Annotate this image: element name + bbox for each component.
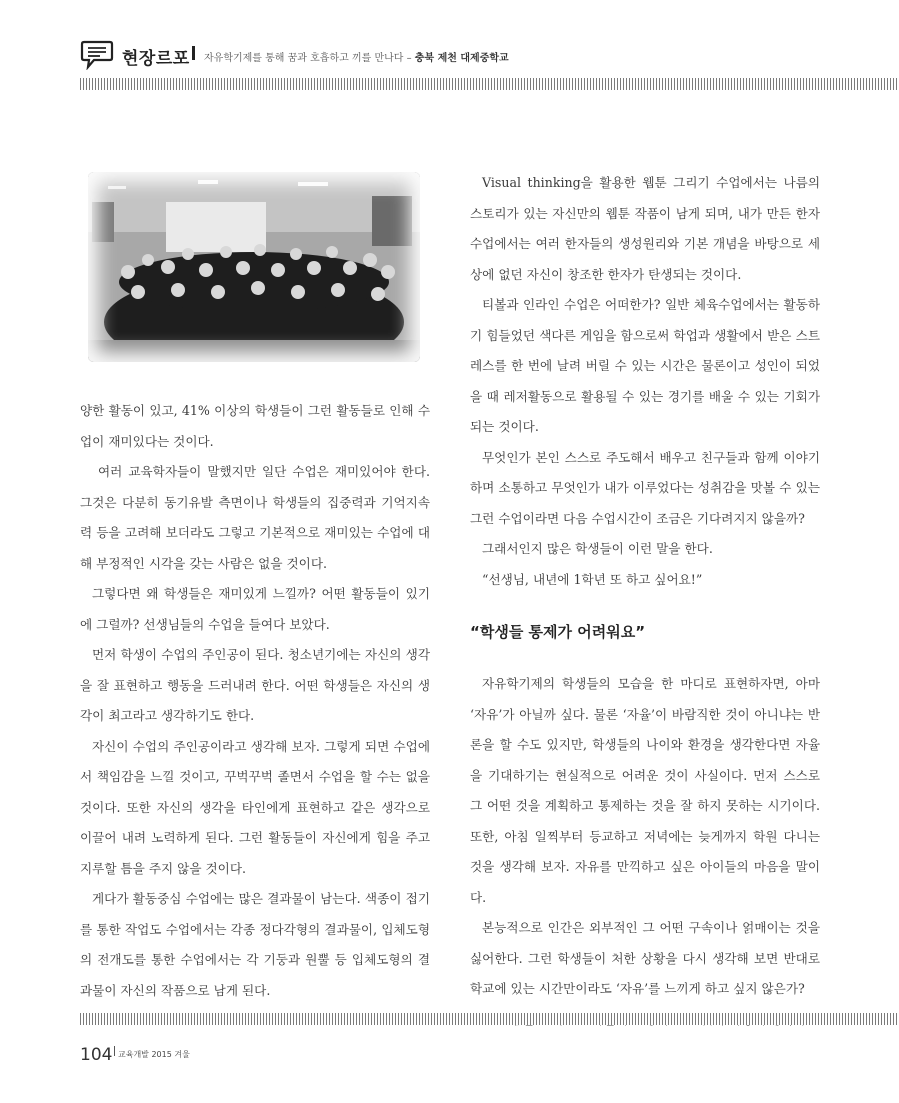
- issue-label: 교육개발 2015 겨울: [118, 1050, 190, 1059]
- header-rule: [80, 78, 899, 90]
- title-divider: [192, 46, 195, 60]
- speech-bubble-icon: [80, 40, 114, 70]
- left-paragraph: 먼저 학생이 수업의 주인공이 된다. 청소년기에는 자신의 생각을 잘 표현하고 행동을 드러내려 한다. 어떤 학생들은 자신의 생각이 최고라고 생각하기도 한다.: [80, 647, 430, 723]
- right-paragraph: 티볼과 인라인 수업은 어떠한가? 일반 체육수업에서는 활동하기 힘들었던 색다른 게임을 함으로써 학업과 생활에서 받은 스트레스를 한 번에 날려 버릴 수 있는 시간은 물론이고 성인이 되었을 때 레저활동으로 활용될 수 있는 경기를 배울 수 있는 기회가 되는 것이다.: [470, 297, 820, 434]
- right-paragraph: 본능적으로 인간은 외부적인 그 어떤 구속이나 얽매이는 것을 싫어한다. 그런 학생들이 처한 상황을 다시 생각해 보면 반대로 학교에 있는 시간만이라도 ‘자유’를 느끼게 하고 싶지 않은가?: [470, 920, 820, 996]
- left-paragraph: 자신이 수업의 주인공이라고 생각해 보자. 그렇게 되면 수업에서 책임감을 느낄 것이고, 꾸벅꾸벅 졸면서 수업을 할 수는 없을 것이다. 또한 자신의 생각을 타인에게 표현하고 같은 생각으로 이끌어 내려 노력하게 된다. 그런 활동들이 자신에게 힘을 주고 지루할 틈을 주지 않을 것이다.: [80, 738, 430, 876]
- footer-rule: [80, 1013, 899, 1025]
- section-title: 현장르포: [122, 49, 190, 69]
- page-header: [80, 38, 899, 78]
- right-paragraph: 자유학기제의 학생들의 모습을 한 마디로 표현하자면, 아마 ‘자유’가 아닐까 싶다. 물론 ‘자율’이 바람직한 것이 아니냐는 반론을 할 수도 있지만, 학생들의 나이와 환경을 생각한다면 자율을 기대하기는 현실적으로 어려운 것이 사실이다. 먼저 스스로 그 어떤 것을 계획하고 통제하는 것을 잘 하지 못하는 시기이다. 또한, 아침 일찍부터 등교하고 저녁에는 늦게까지 학원 다니는 것을 생각해 보자. 자유를 만끽하고 싶은 아이들의 마음을 말이다.: [470, 676, 820, 905]
- footer-divider: [114, 1046, 115, 1056]
- right-paragraph: Visual thinking을 활용한 웹툰 그리기 수업에서는 나름의 스토리가 있는 자신만의 웹툰 작품이 남게 되며, 내가 만든 한자 수업에서는 여러 한자들의 생성원리와 기본 개념을 바탕으로 세상에 없던 자신이 창조한 한자가 탄생되는 것이다.: [470, 175, 820, 282]
- left-paragraph: 여러 교육학자들이 말했지만 일단 수업은 재미있어야 한다. 그것은 다분히 동기유발 측면이나 학생들의 집중력과 기억지속력 등을 고려해 보더라도 그렇고 기본적으로 재미있는 수업에 대해 부정적인 시각을 갖는 사람은 없을 것이다.: [80, 464, 430, 571]
- class-group-photo: [88, 172, 420, 362]
- left-paragraph: 게다가 활동중심 수업에는 많은 결과물이 남는다. 색종이 접기를 통한 작업도 수업에서는 각종 정다각형의 결과물이, 입체도형의 전개도를 통한 수업에서는 각 기둥과 원뿔 등 입체도형의 결과물이 자신의 작품으로 남게 된다.: [80, 891, 430, 998]
- section-heading: “학생들 통제가 어려워요”: [470, 623, 646, 641]
- subtitle-main: 자유학기제를 통해 꿈과 호흡하고 끼를 만나다 –: [204, 53, 415, 64]
- right-paragraph: “선생님, 내년에 1학년 또 하고 싶어요!”: [482, 571, 703, 587]
- article-subtitle: [204, 49, 509, 64]
- photo-illustration: [88, 172, 420, 362]
- left-paragraph: 양한 활동이 있고, 41% 이상의 학생들이 그런 활동들로 인해 수업이 재미있다는 것이다.: [80, 403, 430, 449]
- right-column: [470, 168, 820, 1035]
- left-paragraph: 그렇다면 왜 학생들은 재미있게 느낄까? 어떤 활동들이 있기에 그럴까? 선생님들의 수업을 들여다 보았다.: [80, 586, 430, 632]
- subtitle-school: 충북 제천 대제중학교: [414, 53, 509, 64]
- right-paragraph: 무엇인가 본인 스스로 주도해서 배우고 친구들과 함께 이야기하며 소통하고 무엇인가 내가 이루었다는 성취감을 맛볼 수 있는 그런 수업이라면 다음 수업시간이 조금은 기다려지지 않을까?: [470, 449, 820, 526]
- left-column: [80, 396, 430, 1006]
- right-paragraph: 그래서인지 많은 학생들이 이런 말을 한다.: [482, 541, 713, 556]
- page-number: 104: [80, 1045, 113, 1065]
